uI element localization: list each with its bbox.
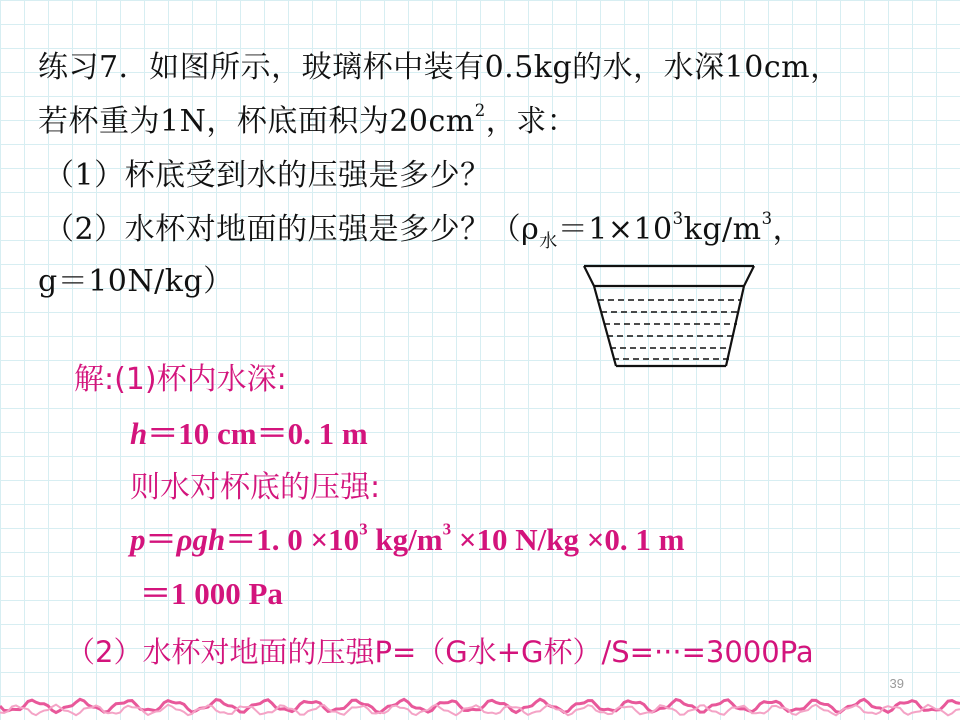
density-unit-exponent: 3: [761, 209, 773, 229]
rho-g-h: ρgh: [176, 522, 226, 557]
h-variable: h: [130, 416, 148, 451]
pressure-formula-line: [130, 514, 685, 559]
question-2-end: ，: [772, 212, 804, 247]
page-number: 39: [889, 676, 904, 691]
problem-line-1: 练习7．如图所示，玻璃杯中装有0.5kg的水，水深10cm，: [38, 50, 841, 85]
calc-exponent-1: 3: [359, 519, 368, 539]
water-lines: [598, 300, 742, 359]
decorative-wave-border: [0, 690, 960, 720]
question-2: [44, 204, 804, 253]
density-exponent: 3: [672, 209, 684, 229]
problem-line-2: [38, 96, 577, 140]
problem-line-2-text: 若杯重为1N，杯底面积为20cm: [38, 104, 475, 139]
calc-part-a: ＝1. 0 ×10: [225, 522, 360, 557]
pressure-label: 则水对杯底的压强:: [130, 470, 381, 505]
solution-label: 解:(1)杯内水深:: [74, 362, 287, 397]
density-unit: kg/m: [683, 212, 762, 247]
part-2-solution: （2）水杯对地面的压强P=（G水+G杯）/S=···=3000Pa: [66, 635, 814, 669]
water-depth-line: [130, 408, 368, 453]
pressure-result: ＝1 000 Pa: [140, 576, 283, 611]
gravity-constant: g＝10N/kg）: [38, 264, 234, 299]
problem-line-2-end: ，求：: [485, 104, 578, 139]
cup-outline: [584, 266, 754, 366]
question-1: （1）杯底受到水的压强是多少？: [44, 158, 491, 193]
calc-part-b: kg/m: [367, 522, 443, 557]
question-2-text: （2）水杯对地面的压强是多少？（ρ: [44, 212, 540, 247]
rho-subscript: 水: [539, 231, 558, 253]
density-value: ＝1×10: [557, 212, 673, 247]
h-value: ＝10 cm＝0. 1 m: [147, 416, 368, 451]
area-unit-exponent: 2: [474, 101, 486, 121]
glass-cup-diagram: [582, 262, 762, 374]
p-equals: ＝: [145, 522, 177, 557]
p-variable: p: [130, 522, 146, 557]
calc-exponent-2: 3: [442, 519, 452, 539]
calc-part-c: ×10 N/kg ×0. 1 m: [451, 522, 685, 557]
